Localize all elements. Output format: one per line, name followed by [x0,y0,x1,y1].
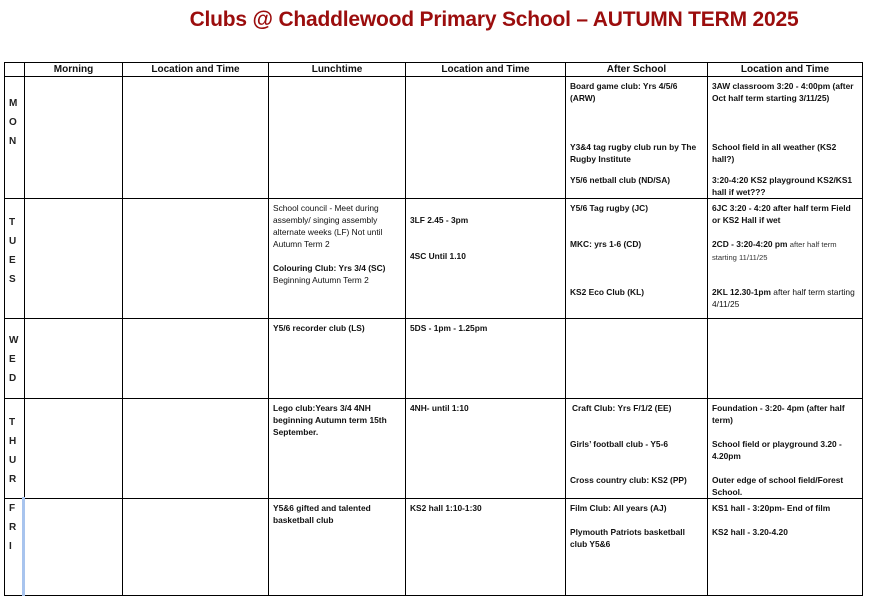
tuesday-lunchtime [269,199,406,319]
monday-after-school [566,77,708,199]
friday-morning [25,499,123,596]
club-entry: MKC: yrs 1-6 (CD) [570,239,642,249]
day-letter: U [9,236,17,247]
location-entry: 4SC Until 1.10 [410,251,466,261]
club-entry: Y5/6 recorder club (LS) [273,323,365,333]
header-after-school: After School [566,63,708,77]
location-entry: KS2 hall - 3.20-4.20 [712,527,788,537]
location-entry-group [712,238,858,286]
location-entry: 3AW classroom 3:20 - 4:00pm (after Oct half term starting 3/11/25) [712,81,854,103]
wednesday-morning-location [123,319,269,399]
club-entry: Board game club: Yrs 4/5/6 (ARW) [570,81,678,103]
location-entry: 5DS - 1pm - 1.25pm [410,323,488,333]
monday-morning-location [123,77,269,199]
row-friday [5,499,863,596]
club-entry: Lego club:Years 3/4 4NH beginning Autumn term 15th September. [273,403,387,437]
header-lunchtime-location: Location and Time [406,63,566,77]
location-entry: 3:20-4:20 KS2 playground KS2/KS1 hall if wet??? [712,175,853,197]
wednesday-lunchtime-location [406,319,566,399]
location-entry: 6JC 3:20 - 4:20 after half term Field or KS2 Hall if wet [712,203,851,225]
location-entry-group [712,286,858,310]
day-letter: D [9,373,17,384]
text-cursor-marker [22,497,25,596]
header-lunchtime: Lunchtime [269,63,406,77]
friday-lunchtime-location [406,499,566,596]
location-entry: Outer edge of school field/Forest School. [712,475,844,497]
day-label-thursday [5,399,25,499]
row-wednesday [5,319,863,399]
day-label-wednesday [5,319,25,399]
location-entry: 4NH- until 1:10 [410,403,469,413]
club-entry: Y5/6 Tag rugby (JC) [570,203,649,213]
thursday-lunchtime [269,399,406,499]
wednesday-after-school [566,319,708,399]
club-entry: Plymouth Patriots basketball club Y5&6 [570,527,685,549]
tuesday-after-school [566,199,708,319]
wednesday-lunchtime [269,319,406,399]
monday-morning [25,77,123,199]
day-letter: O [9,117,17,128]
day-letter: R [9,522,17,533]
location-entry: School field in all weather (KS2 hall?) [712,142,837,164]
day-letter: T [9,417,16,428]
header-morning: Morning [25,63,123,77]
wednesday-morning [25,319,123,399]
location-entry: 3LF 2.45 - 3pm [410,215,469,225]
row-monday [5,77,863,199]
club-entry: Craft Club: Yrs F/1/2 (EE) [572,403,672,413]
location-entry: KS1 hall - 3:20pm- End of film [712,503,831,513]
club-entry: Y5/6 netball club (ND/SA) [570,175,671,185]
friday-after-school [566,499,708,596]
location-entry: Foundation - 3:20- 4pm (after half term) [712,403,845,425]
page-title: Clubs @ Chaddlewood Primary School – AUTUMN TERM 2025 [189,8,799,31]
club-entry: Y5&6 gifted and talented basketball club [273,503,371,525]
day-letter: N [9,136,17,147]
header-day [5,63,25,77]
day-label-monday [5,77,25,199]
day-letter: R [9,474,17,485]
day-letter: H [9,436,17,447]
friday-morning-location [123,499,269,596]
row-tuesday [5,199,863,319]
location-entry: 2KL 12.30-1pm [712,287,771,297]
header-after-school-location: Location and Time [708,63,863,77]
tuesday-morning [25,199,123,319]
club-entry-note: Beginning Autumn Term 2 [273,275,369,285]
location-entry: School field or playground 3.20 - 4.20pm [712,439,842,461]
monday-after-school-location [708,77,863,199]
day-letter: W [9,335,19,346]
club-entry: School council - Meet during assembly/ singing assembly alternate weeks (LF) Not until Autumn Term 2 [273,203,383,249]
day-letter: E [9,255,16,266]
row-thursday [5,399,863,499]
location-entry: 2CD - 3:20-4:20 pm [712,239,788,249]
day-letter: T [9,217,16,228]
club-entry: Film Club: All years (AJ) [570,503,667,513]
location-note: after half term starting 11/11/25 [712,240,837,262]
club-entry: Colouring Club: Yrs 3/4 (SC) [273,263,386,273]
day-label-tuesday [5,199,25,319]
location-entry: KS2 hall 1:10-1:30 [410,503,482,513]
tuesday-lunchtime-location [406,199,566,319]
thursday-after-school [566,399,708,499]
location-note: after half term starting 4/11/25 [712,287,855,309]
day-letter: E [9,354,16,365]
monday-lunchtime [269,77,406,199]
thursday-morning-location [123,399,269,499]
monday-lunchtime-location [406,77,566,199]
club-entry: Girls’ football club - Y5-6 [570,439,669,449]
header-row [5,63,863,77]
club-entry: Cross country club: KS2 (PP) [570,475,687,485]
clubs-timetable [4,62,863,596]
day-letter: I [9,541,12,552]
friday-lunchtime [269,499,406,596]
friday-after-school-location [708,499,863,596]
club-entry: KS2 Eco Club (KL) [570,287,644,297]
thursday-after-school-location [708,399,863,499]
day-letter: S [9,274,16,285]
club-entry: Y3&4 tag rugby club run by The Rugby Institute [570,142,697,164]
day-letter: F [9,503,16,514]
header-morning-location: Location and Time [123,63,269,77]
tuesday-morning-location [123,199,269,319]
tuesday-after-school-location [708,199,863,319]
day-letter: M [9,98,18,109]
wednesday-after-school-location [708,319,863,399]
day-letter: U [9,455,17,466]
thursday-lunchtime-location [406,399,566,499]
thursday-morning [25,399,123,499]
